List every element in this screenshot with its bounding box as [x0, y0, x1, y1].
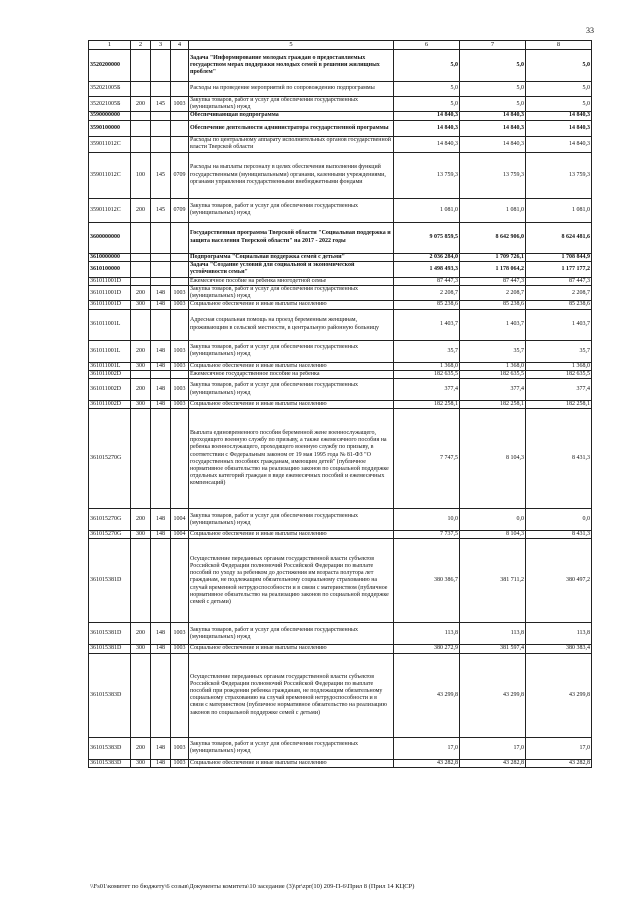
cell-department: 148	[151, 623, 171, 645]
cell-amount-year1: 2 036 284,0	[394, 253, 460, 261]
cell-code: 361011001L	[89, 362, 131, 370]
header-cell: 1	[89, 41, 131, 50]
cell-amount-year1: 113,8	[394, 623, 460, 645]
cell-amount-year3: 1 368,0	[526, 362, 592, 370]
cell-amount-year1: 85 238,6	[394, 301, 460, 309]
cell-code: 361011002D	[89, 370, 131, 378]
cell-amount-year3: 13 759,3	[526, 152, 592, 198]
table-row	[89, 112, 592, 120]
cell-amount-year3: 380 497,2	[526, 539, 592, 623]
cell-code: 361015381D	[89, 645, 131, 653]
cell-amount-year2: 13 759,3	[460, 152, 526, 198]
cell-amount-year3: 2 208,7	[526, 286, 592, 301]
cell-amount-year2: 35,7	[460, 340, 526, 362]
cell-amount-year1: 14 840,3	[394, 136, 460, 152]
cell-code: 361011002D	[89, 401, 131, 409]
cell-expense-type	[131, 370, 151, 378]
cell-name: Государственная программа Тверской области "Социальная поддержка и защита населения Тверской области" на 2017 - 2022 годы	[189, 222, 394, 253]
cell-section	[171, 309, 189, 340]
footer-file-path: \\Fs01\комитет по бюджету\6 созыв\Документы комитета\10 заседание (3)\pr\zpr(10) 209-П-6\Прил 8 (Прил 14 КЦСР)	[90, 883, 415, 890]
table-row	[89, 531, 592, 539]
cell-department	[151, 222, 171, 253]
cell-expense-type	[131, 82, 151, 97]
cell-expense-type	[131, 261, 151, 277]
cell-section: 1003	[171, 759, 189, 767]
cell-department	[151, 261, 171, 277]
table-row	[89, 737, 592, 759]
table-row	[89, 409, 592, 509]
cell-code: 359011012С	[89, 152, 131, 198]
cell-amount-year1: 380 386,7	[394, 539, 460, 623]
cell-expense-type	[131, 277, 151, 285]
table-row	[89, 340, 592, 362]
cell-amount-year3: 1 177 177,2	[526, 261, 592, 277]
table-row	[89, 222, 592, 253]
cell-expense-type	[131, 309, 151, 340]
cell-name: Закупка товаров, работ и услуг для обеспечения государственных (муниципальных) нужд	[189, 198, 394, 222]
cell-code: 361011001L	[89, 340, 131, 362]
cell-amount-year3: 14 840,3	[526, 120, 592, 136]
cell-expense-type: 200	[131, 623, 151, 645]
header-cell: 4	[171, 41, 189, 50]
cell-amount-year3: 43 299,8	[526, 653, 592, 737]
cell-department: 148	[151, 301, 171, 309]
cell-expense-type: 200	[131, 286, 151, 301]
table-row	[89, 97, 592, 112]
cell-amount-year2: 1 081,0	[460, 198, 526, 222]
table-row	[89, 370, 592, 378]
cell-section: 0709	[171, 198, 189, 222]
table-row	[89, 198, 592, 222]
cell-section	[171, 653, 189, 737]
cell-code: 361011001D	[89, 277, 131, 285]
cell-amount-year1: 1 403,7	[394, 309, 460, 340]
cell-amount-year2: 381 711,2	[460, 539, 526, 623]
table-row	[89, 136, 592, 152]
cell-department: 148	[151, 286, 171, 301]
cell-expense-type	[131, 120, 151, 136]
cell-department	[151, 82, 171, 97]
table-row	[89, 120, 592, 136]
header-cell: 3	[151, 41, 171, 50]
cell-code: 3520200000	[89, 50, 131, 82]
cell-code: 361015383D	[89, 653, 131, 737]
cell-department	[151, 309, 171, 340]
cell-amount-year3: 8 431,3	[526, 531, 592, 539]
cell-expense-type: 300	[131, 645, 151, 653]
cell-code: 361011001D	[89, 286, 131, 301]
cell-amount-year1: 7 737,5	[394, 531, 460, 539]
cell-name: Закупка товаров, работ и услуг для обеспечения государственных (муниципальных) нужд	[189, 340, 394, 362]
cell-name: Социальное обеспечение и иные выплаты населению	[189, 362, 394, 370]
cell-amount-year2: 43 299,8	[460, 653, 526, 737]
cell-name: Обеспечивающая подпрограмма	[189, 112, 394, 120]
cell-amount-year2: 8 104,3	[460, 409, 526, 509]
table-row	[89, 309, 592, 340]
cell-code: 361015381D	[89, 539, 131, 623]
cell-amount-year2: 85 238,6	[460, 301, 526, 309]
budget-table	[88, 40, 592, 768]
header-cell: 2	[131, 41, 151, 50]
table-row	[89, 152, 592, 198]
cell-amount-year3: 182 635,5	[526, 370, 592, 378]
cell-code: 359011012С	[89, 136, 131, 152]
cell-name: Закупка товаров, работ и услуг для обеспечения государственных (муниципальных) нужд	[189, 379, 394, 401]
cell-expense-type	[131, 136, 151, 152]
cell-name: Расходы на выплаты персоналу в целях обеспечения выполнения функций государственными (муниципальными) органами, казенными учреждениями, органами управления государственными внебюджетными фондами	[189, 152, 394, 198]
cell-amount-year3: 1 081,0	[526, 198, 592, 222]
cell-section: 1003	[171, 340, 189, 362]
cell-amount-year3: 377,4	[526, 379, 592, 401]
cell-amount-year3: 8 431,3	[526, 409, 592, 509]
cell-section	[171, 253, 189, 261]
cell-expense-type	[131, 253, 151, 261]
cell-amount-year3: 14 840,3	[526, 112, 592, 120]
cell-department: 145	[151, 97, 171, 112]
cell-department	[151, 136, 171, 152]
table-row	[89, 362, 592, 370]
cell-amount-year3: 43 282,8	[526, 759, 592, 767]
cell-section: 1003	[171, 379, 189, 401]
cell-amount-year2: 8 104,3	[460, 531, 526, 539]
cell-section: 1004	[171, 509, 189, 531]
cell-section	[171, 370, 189, 378]
cell-section: 1003	[171, 286, 189, 301]
table-row	[89, 286, 592, 301]
cell-expense-type: 300	[131, 531, 151, 539]
cell-name: Адресная социальная помощь на проезд беременным женщинам, проживающим в сельской местности, в центральную районную больницу	[189, 309, 394, 340]
cell-code: 361011002D	[89, 379, 131, 401]
cell-name: Расходы по центральному аппарату исполнительных органов государственной власти Тверской области	[189, 136, 394, 152]
table-row	[89, 401, 592, 409]
cell-amount-year2: 182 635,5	[460, 370, 526, 378]
cell-section: 1004	[171, 531, 189, 539]
cell-amount-year1: 7 747,5	[394, 409, 460, 509]
cell-section: 1003	[171, 97, 189, 112]
cell-amount-year3: 182 258,1	[526, 401, 592, 409]
cell-expense-type: 300	[131, 401, 151, 409]
cell-code: 3610000000	[89, 253, 131, 261]
cell-expense-type: 300	[131, 362, 151, 370]
cell-expense-type	[131, 653, 151, 737]
cell-code: 361011001L	[89, 309, 131, 340]
cell-amount-year2: 182 258,1	[460, 401, 526, 409]
cell-amount-year3: 5,0	[526, 50, 592, 82]
cell-expense-type	[131, 50, 151, 82]
cell-amount-year1: 5,0	[394, 82, 460, 97]
cell-department	[151, 277, 171, 285]
cell-section: 1003	[171, 645, 189, 653]
cell-amount-year2: 2 208,7	[460, 286, 526, 301]
cell-name: Задача "Создание условий для социальной и экономической устойчивости семьи"	[189, 261, 394, 277]
cell-name: Социальное обеспечение и иные выплаты населению	[189, 645, 394, 653]
cell-amount-year1: 43 282,8	[394, 759, 460, 767]
cell-name: Ежемесячное государственное пособие на ребенка	[189, 370, 394, 378]
cell-amount-year2: 1 368,0	[460, 362, 526, 370]
cell-name: Закупка товаров, работ и услуг для обеспечения государственных (муниципальных) нужд	[189, 97, 394, 112]
cell-name: Расходы на проведение мероприятий по сопровождению подпрограммы	[189, 82, 394, 97]
table-row	[89, 277, 592, 285]
cell-department	[151, 50, 171, 82]
cell-department: 148	[151, 401, 171, 409]
cell-department	[151, 653, 171, 737]
cell-section	[171, 277, 189, 285]
header-cell: 6	[394, 41, 460, 50]
cell-amount-year1: 182 635,5	[394, 370, 460, 378]
cell-amount-year1: 1 081,0	[394, 198, 460, 222]
table-row	[89, 759, 592, 767]
cell-amount-year1: 5,0	[394, 50, 460, 82]
cell-amount-year2: 14 840,3	[460, 112, 526, 120]
cell-section	[171, 222, 189, 253]
cell-code: 3600000000	[89, 222, 131, 253]
cell-amount-year1: 1 498 493,3	[394, 261, 460, 277]
cell-department	[151, 112, 171, 120]
cell-name: Социальное обеспечение и иные выплаты населению	[189, 531, 394, 539]
cell-amount-year1: 1 368,0	[394, 362, 460, 370]
cell-section	[171, 112, 189, 120]
cell-department	[151, 120, 171, 136]
cell-section: 1003	[171, 362, 189, 370]
cell-code: 3590000000	[89, 112, 131, 120]
cell-expense-type: 300	[131, 759, 151, 767]
cell-amount-year3: 87 447,3	[526, 277, 592, 285]
cell-amount-year1: 2 208,7	[394, 286, 460, 301]
cell-amount-year2: 43 282,8	[460, 759, 526, 767]
cell-amount-year2: 1 709 726,1	[460, 253, 526, 261]
cell-code: 361011001D	[89, 301, 131, 309]
cell-section	[171, 82, 189, 97]
cell-amount-year1: 380 272,9	[394, 645, 460, 653]
page-number: 33	[586, 26, 594, 35]
cell-code: 361015270G	[89, 409, 131, 509]
cell-code: 361015381D	[89, 623, 131, 645]
cell-name: Подпрограмма "Социальная поддержка семей с детьми"	[189, 253, 394, 261]
cell-amount-year3: 380 383,4	[526, 645, 592, 653]
cell-amount-year1: 13 759,3	[394, 152, 460, 198]
cell-amount-year1: 43 299,8	[394, 653, 460, 737]
cell-name: Закупка товаров, работ и услуг для обеспечения государственных (муниципальных) нужд	[189, 737, 394, 759]
cell-department: 145	[151, 198, 171, 222]
cell-amount-year3: 5,0	[526, 97, 592, 112]
cell-amount-year1: 182 258,1	[394, 401, 460, 409]
cell-section	[171, 409, 189, 509]
cell-amount-year2: 113,8	[460, 623, 526, 645]
cell-amount-year3: 1 403,7	[526, 309, 592, 340]
table-header-row	[89, 41, 592, 50]
cell-amount-year2: 87 447,3	[460, 277, 526, 285]
table-row	[89, 261, 592, 277]
cell-name: Социальное обеспечение и иные выплаты населению	[189, 301, 394, 309]
cell-department	[151, 539, 171, 623]
cell-amount-year2: 5,0	[460, 82, 526, 97]
cell-amount-year1: 14 840,3	[394, 112, 460, 120]
table-row	[89, 379, 592, 401]
cell-expense-type: 200	[131, 340, 151, 362]
cell-amount-year2: 0,0	[460, 509, 526, 531]
cell-section	[171, 136, 189, 152]
cell-section	[171, 120, 189, 136]
cell-amount-year2: 5,0	[460, 50, 526, 82]
cell-amount-year2: 14 840,3	[460, 136, 526, 152]
cell-name: Закупка товаров, работ и услуг для обеспечения государственных (муниципальных) нужд	[189, 509, 394, 531]
cell-department: 148	[151, 645, 171, 653]
cell-expense-type: 200	[131, 737, 151, 759]
cell-department: 145	[151, 152, 171, 198]
cell-expense-type	[131, 112, 151, 120]
table-row	[89, 509, 592, 531]
cell-department: 148	[151, 737, 171, 759]
table-row	[89, 301, 592, 309]
cell-department: 148	[151, 531, 171, 539]
cell-section: 1003	[171, 401, 189, 409]
cell-amount-year1: 35,7	[394, 340, 460, 362]
header-cell: 5	[189, 41, 394, 50]
cell-amount-year1: 14 840,3	[394, 120, 460, 136]
cell-code: 361015270G	[89, 531, 131, 539]
cell-section	[171, 261, 189, 277]
cell-amount-year3: 14 840,3	[526, 136, 592, 152]
cell-code: 361015383D	[89, 737, 131, 759]
cell-amount-year2: 1 403,7	[460, 309, 526, 340]
table-row	[89, 623, 592, 645]
cell-section: 1003	[171, 737, 189, 759]
cell-amount-year2: 17,0	[460, 737, 526, 759]
cell-amount-year1: 377,4	[394, 379, 460, 401]
cell-amount-year1: 10,0	[394, 509, 460, 531]
cell-name: Закупка товаров, работ и услуг для обеспечения государственных (муниципальных) нужд	[189, 623, 394, 645]
cell-section: 1003	[171, 301, 189, 309]
cell-amount-year2: 8 642 906,0	[460, 222, 526, 253]
cell-code: 359011012С	[89, 198, 131, 222]
cell-department: 148	[151, 759, 171, 767]
cell-section	[171, 50, 189, 82]
cell-name: Социальное обеспечение и иные выплаты населению	[189, 401, 394, 409]
cell-amount-year1: 9 075 859,5	[394, 222, 460, 253]
cell-expense-type	[131, 539, 151, 623]
cell-amount-year3: 1 708 844,9	[526, 253, 592, 261]
cell-department: 148	[151, 362, 171, 370]
cell-amount-year3: 8 624 481,6	[526, 222, 592, 253]
cell-expense-type: 200	[131, 379, 151, 401]
cell-code: 352021005Б	[89, 82, 131, 97]
cell-name: Осуществление переданных органам государственной власти субъектов Российской Федерации полномочий Российской Федерации по выплате пособий по уходу за ребенком до достижения им возраста полутора лет гражданам, не подлежащим обязательному социальному страхованию на случай временной нетрудоспособности и в связи с материнством (публичное нормативное обязательство на реализацию законов по социальной поддержке семей с детьми)	[189, 539, 394, 623]
table-row	[89, 653, 592, 737]
header-cell: 8	[526, 41, 592, 50]
cell-amount-year3: 35,7	[526, 340, 592, 362]
header-cell: 7	[460, 41, 526, 50]
cell-code: 361015270G	[89, 509, 131, 531]
cell-name: Осуществление переданных органам государственной власти субъектов Российской Федерации полномочий Российской Федерации по выплате пособий при рождении ребенка гражданам, не подлежащим обязательному социальному страхованию на случай временной нетрудоспособности и в связи с материнством (публичное нормативное обязательство на реализацию законов по социальной поддержке семей с детьми)	[189, 653, 394, 737]
cell-amount-year3: 0,0	[526, 509, 592, 531]
cell-amount-year1: 5,0	[394, 97, 460, 112]
cell-code: 3590100000	[89, 120, 131, 136]
cell-section: 1003	[171, 623, 189, 645]
table-row	[89, 539, 592, 623]
cell-section: 0709	[171, 152, 189, 198]
cell-expense-type: 100	[131, 152, 151, 198]
cell-expense-type: 200	[131, 198, 151, 222]
cell-expense-type	[131, 409, 151, 509]
cell-amount-year3: 5,0	[526, 82, 592, 97]
cell-amount-year2: 14 840,3	[460, 120, 526, 136]
cell-department: 148	[151, 509, 171, 531]
cell-name: Социальное обеспечение и иные выплаты населению	[189, 759, 394, 767]
cell-amount-year2: 5,0	[460, 97, 526, 112]
cell-expense-type	[131, 222, 151, 253]
cell-name: Выплата единовременного пособия беременной жене военнослужащего, проходящего военную службу по призыву, а также ежемесячного пособия на ребенка военнослужащего, проходящего военную службу по призыву, в соответствии с Федеральным законом от 19 мая 1995 года № 81-ФЗ "О государственных пособиях гражданам, имеющим детей" (публичное нормативное обязательство на реализацию законов по социальной поддержке отдельных категорий граждан в виде ежемесячных пособий и ежемесячных компенсаций)	[189, 409, 394, 509]
table-row	[89, 82, 592, 97]
cell-department	[151, 370, 171, 378]
cell-department	[151, 409, 171, 509]
table-row	[89, 645, 592, 653]
cell-expense-type: 200	[131, 97, 151, 112]
cell-name: Обеспечение деятельности администратора государственной программы	[189, 120, 394, 136]
cell-code: 361015383D	[89, 759, 131, 767]
cell-name: Задача "Информирование молодых граждан о предоставляемых государством мерах поддержки молодых семей в решении жилищных проблем"	[189, 50, 394, 82]
table-row	[89, 50, 592, 82]
cell-department: 148	[151, 379, 171, 401]
cell-section	[171, 539, 189, 623]
cell-amount-year2: 381 597,4	[460, 645, 526, 653]
cell-name: Закупка товаров, работ и услуг для обеспечения государственных (муниципальных) нужд	[189, 286, 394, 301]
cell-amount-year2: 1 178 064,2	[460, 261, 526, 277]
cell-department	[151, 253, 171, 261]
table-row	[89, 253, 592, 261]
cell-name: Ежемесячное пособие на ребенка многодетной семье	[189, 277, 394, 285]
cell-expense-type: 200	[131, 509, 151, 531]
cell-amount-year1: 87 447,3	[394, 277, 460, 285]
cell-amount-year3: 17,0	[526, 737, 592, 759]
cell-expense-type: 300	[131, 301, 151, 309]
cell-amount-year3: 85 238,6	[526, 301, 592, 309]
cell-amount-year1: 17,0	[394, 737, 460, 759]
cell-department: 148	[151, 340, 171, 362]
cell-code: 3610100000	[89, 261, 131, 277]
cell-code: 352021005Б	[89, 97, 131, 112]
cell-amount-year2: 377,4	[460, 379, 526, 401]
cell-amount-year3: 113,8	[526, 623, 592, 645]
